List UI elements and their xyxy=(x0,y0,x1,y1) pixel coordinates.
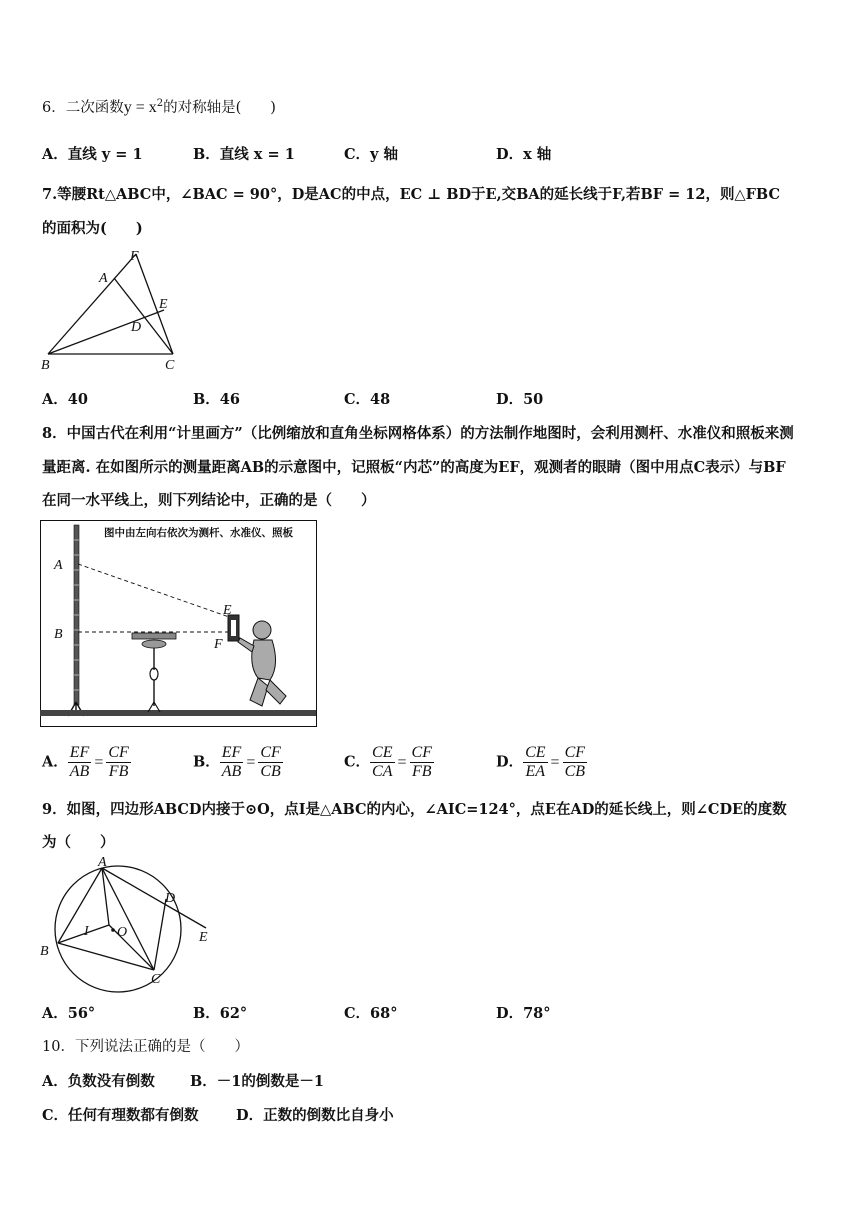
q9-option-c: C．68° xyxy=(344,1005,398,1022)
q8-option-d-frac2 xyxy=(563,744,587,781)
q9-label-o: O xyxy=(117,925,128,940)
q7-label-a: A xyxy=(99,271,108,286)
q10-stem: 10．下列说法正确的是（ ） xyxy=(42,1039,249,1055)
q9-option-d: D．78° xyxy=(496,1005,551,1022)
numerator: CF xyxy=(564,744,586,761)
q7-option-a: A．40 xyxy=(42,391,88,408)
q9-option-a: A．56° xyxy=(42,1005,96,1022)
q7-option-d: D．50 xyxy=(496,391,544,408)
q6-stem-tail: 的对称轴是( ) xyxy=(163,100,276,116)
denominator: FB xyxy=(411,763,432,780)
denominator: FB xyxy=(108,763,129,780)
denominator: CB xyxy=(260,763,281,780)
q7-label-e: E xyxy=(159,297,168,312)
q8-label-a: A xyxy=(54,558,63,573)
denominator: CA xyxy=(372,763,393,780)
q8-stem-line3: 在同一水平线上，则下列结论中，正确的是（ ） xyxy=(42,492,376,509)
q8-option-d-letter: D． xyxy=(496,753,524,771)
q9-label-i: I xyxy=(84,924,89,939)
q8-stem-line2: 量距离. 在如图所示的测量距离AB的示意图中，记照板“内芯”的高度为EF，观测者的眼睛（图中用点C表示）与BF xyxy=(42,459,786,476)
q10-option-c: C．任何有理数都有倒数 xyxy=(42,1107,199,1124)
q9-label-e: E xyxy=(199,930,208,945)
numerator: EF xyxy=(69,744,90,761)
q9-label-a: A xyxy=(98,855,107,870)
q7-label-b: B xyxy=(41,358,50,373)
q7-stem-line1: 7.等腰Rt△ABC中，∠BAC = 90°，D是AC的中点，EC ⊥ BD于E,交BA的延长线于F,若BF = 12，则△FBC xyxy=(42,186,780,203)
q9-label-c: C xyxy=(151,972,161,987)
q7-label-f: F xyxy=(130,249,139,264)
q6-option-b: B．直线 x = 1 xyxy=(193,146,295,163)
q10-option-a: A．负数没有倒数 xyxy=(42,1073,155,1090)
numerator: CE xyxy=(372,744,393,761)
denominator: AB xyxy=(221,763,242,780)
denominator: EA xyxy=(525,763,546,780)
q10-option-b: B．－1的倒数是－1 xyxy=(190,1073,324,1090)
q6-exponent: 2 xyxy=(156,98,164,110)
q9-center-point xyxy=(111,928,115,932)
q8-option-c-frac2 xyxy=(410,744,434,781)
numerator: EF xyxy=(221,744,242,761)
q9-stem-line1: 9．如图，四边形ABCD内接于⊙O，点I是△ABC的内心，∠AIC=124°，点E在AD的延长线上，则∠CDE的度数 xyxy=(42,801,787,818)
numerator: CF xyxy=(411,744,432,761)
q9-stem-line2: 为（ ） xyxy=(42,834,115,851)
q7-label-c: C xyxy=(165,358,175,373)
q8-option-a-letter: A． xyxy=(42,753,68,771)
q7-stem-line2: 的面积为( ) xyxy=(42,220,143,237)
q8-option-a-frac1 xyxy=(68,744,92,781)
numerator: CE xyxy=(525,744,546,761)
q8-option-d: D． $\frac{CE}{EA}$ = $\frac{CF}{CB}$ xyxy=(496,744,586,780)
q8-label-b: B xyxy=(54,627,63,642)
q8-stem-line1: 8．中国古代在利用“计里画方”（比例缩放和直角坐标网格体系）的方法制作地图时，会利用测杆、水准仪和照板来测 xyxy=(42,425,794,442)
q8-option-d-frac1 xyxy=(523,744,547,781)
q8-option-b-letter: B． xyxy=(193,753,220,771)
numerator: CF xyxy=(260,744,281,761)
q6-option-a: A．直线 y = 1 xyxy=(42,146,143,163)
numerator: CF xyxy=(108,744,129,761)
q8-option-c-letter: C． xyxy=(344,753,371,771)
q10-option-d: D．正数的倒数比自身小 xyxy=(236,1107,394,1124)
q6-stem xyxy=(42,96,276,117)
q8-option-b-frac2 xyxy=(258,744,282,781)
q6-stem-text: 6．二次函数 xyxy=(42,100,124,116)
q7-option-b: B．46 xyxy=(193,391,240,408)
q6-function: y = x xyxy=(123,99,157,116)
q7-triangle-figure xyxy=(38,246,198,376)
q7-label-d: D xyxy=(131,320,142,335)
q8-figure-caption: 图中由左向右依次为测杆、水准仪、照板 xyxy=(104,527,293,539)
q8-option-b: B． $\frac{EF}{AB}$ = $\frac{CF}{CB}$ xyxy=(193,744,281,780)
q7-option-c: C．48 xyxy=(344,391,391,408)
q9-label-d: D xyxy=(165,891,176,906)
q9-option-b: B．62° xyxy=(193,1005,248,1022)
q8-option-a-frac2 xyxy=(106,744,130,781)
denominator: CB xyxy=(564,763,586,780)
q8-option-a: A． $\frac{EF}{AB}$ = $\frac{CF}{FB}$ xyxy=(42,744,129,780)
q6-option-c: C．y 轴 xyxy=(344,146,399,163)
q8-option-c-frac1 xyxy=(370,744,394,781)
q8-label-f: F xyxy=(214,637,223,652)
q9-circle-figure xyxy=(36,853,226,993)
q8-option-c: C． $\frac{CE}{CA}$ = $\frac{CF}{FB}$ xyxy=(344,744,432,780)
q8-surveying-figure xyxy=(40,520,320,730)
q6-option-d: D．x 轴 xyxy=(496,146,552,163)
q8-option-b-frac1 xyxy=(220,744,244,781)
q9-label-b: B xyxy=(40,944,49,959)
denominator: AB xyxy=(69,763,90,780)
q8-label-e: E xyxy=(223,603,232,618)
